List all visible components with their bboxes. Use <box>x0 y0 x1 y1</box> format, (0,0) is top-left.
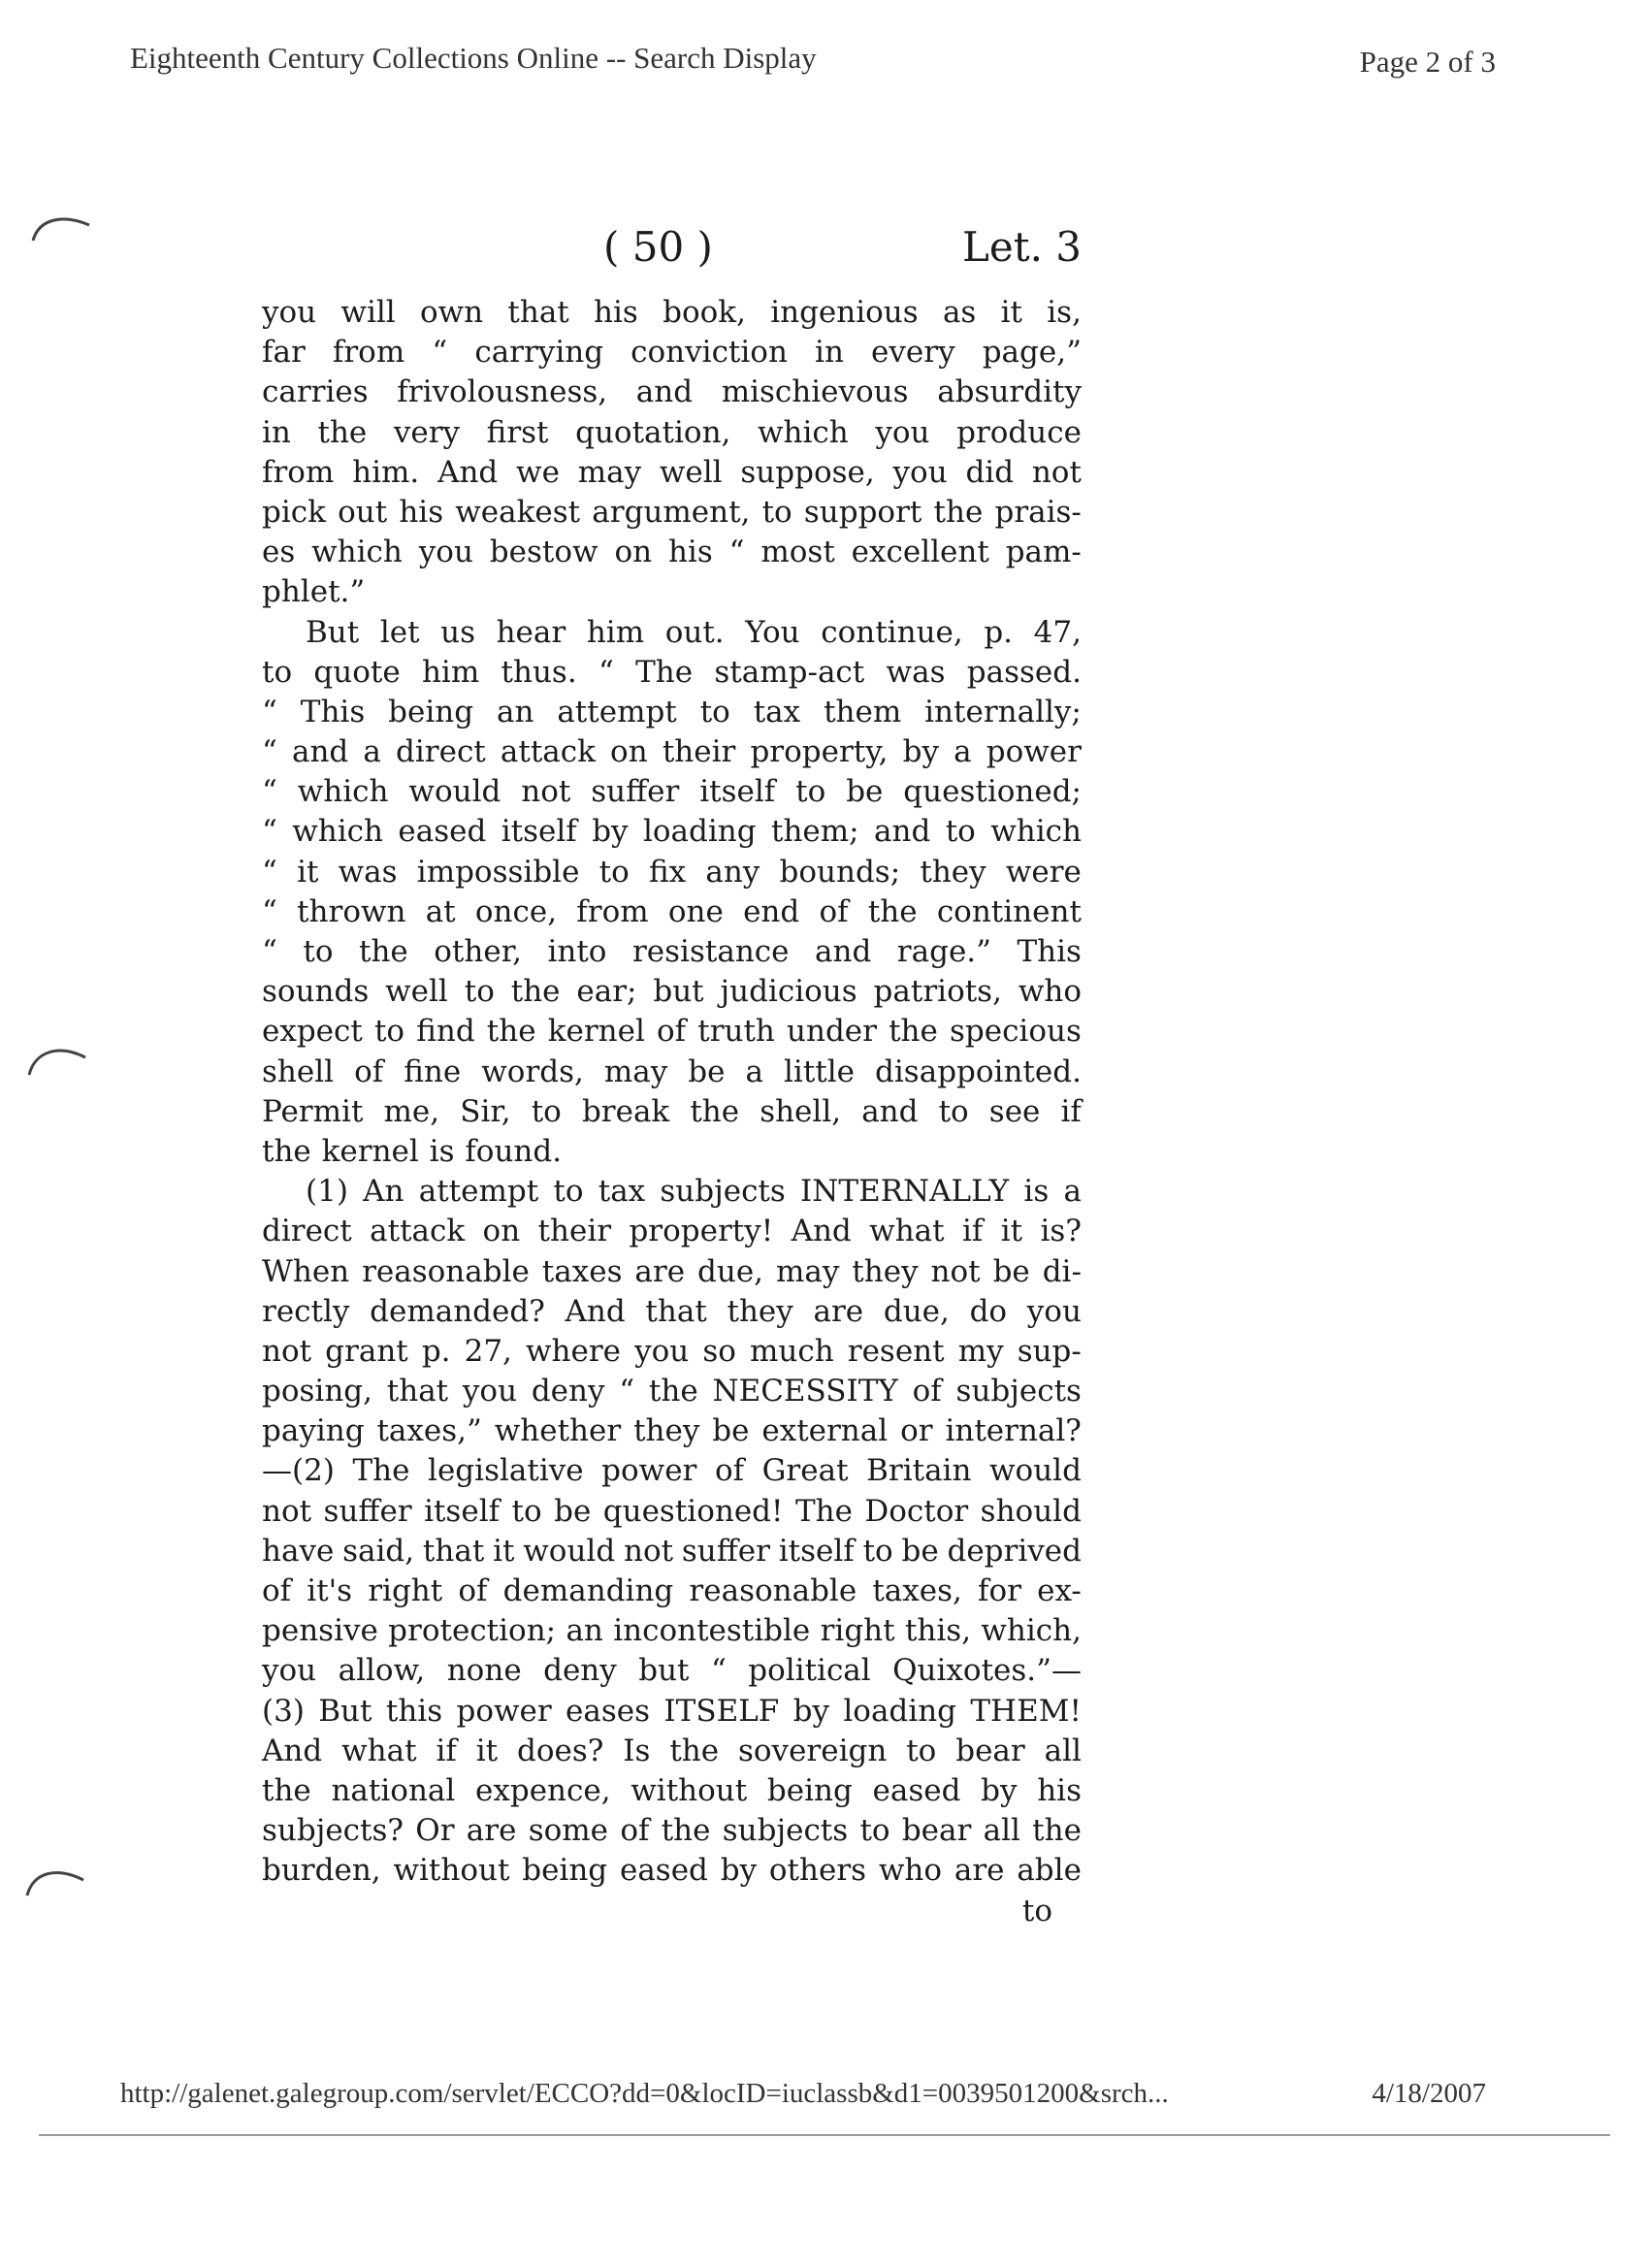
book-page-number: ( 50 ) <box>603 223 713 271</box>
source-url[interactable]: http://galenet.galegroup.com/servlet/ECCO?dd=0&locID=iuclassb&d1=0039501200&srch... <box>120 2078 1169 2109</box>
text-line: the kernel is found. <box>262 1133 563 1169</box>
text-line: far from “ carrying conviction in every page,” <box>262 335 1082 371</box>
text-line: (1) An attempt to tax subjects INTERNALLY is a <box>306 1174 1082 1210</box>
page-header <box>262 223 1082 293</box>
book-text <box>262 293 1082 1892</box>
text-line: (3) But this power eases ITSELF by loading THEM! <box>262 1693 1082 1729</box>
text-line: rectly demanded? And that they are due, do you <box>262 1293 1082 1329</box>
text-line: the national expence, without being eased by his <box>262 1772 1082 1808</box>
text-line: “ and a direct attack on their property, by a power <box>262 734 1082 770</box>
text-line: you will own that his book, ingenious as it is, <box>262 295 1082 330</box>
text-line: But let us hear him out. You continue, p. 47, <box>306 614 1082 650</box>
page-indicator: Page 2 of 3 <box>1359 45 1496 79</box>
binding-mark-bottom <box>23 1859 91 1901</box>
binding-mark-middle <box>25 1038 93 1081</box>
text-line: Permit me, Sir, to break the shell, and to see if <box>262 1093 1082 1129</box>
text-line: “ This being an attempt to tax them internally; <box>262 694 1082 729</box>
text-line: “ which would not suffer itself to be questioned; <box>262 774 1082 810</box>
text-line: in the very first quotation, which you produce <box>262 414 1082 450</box>
text-line: you allow, none deny but “ political Quixotes.”— <box>262 1653 1082 1689</box>
catchword-text: to <box>1021 1893 1052 1928</box>
text-line: “ to the other, into resistance and rage.” This <box>262 934 1082 969</box>
text-line: es which you bestow on his “ most excellent pam- <box>262 535 1082 570</box>
text-line: to quote him thus. “ The stamp-act was passed. <box>262 654 1082 690</box>
text-line: phlet.” <box>262 574 366 610</box>
text-line: not grant p. 27, where you so much resent my sup- <box>262 1333 1082 1369</box>
text-line: “ thrown at once, from one end of the continent <box>262 893 1082 929</box>
text-line: —(2) The legislative power of Great Britain would <box>262 1453 1082 1489</box>
document-title: Eighteenth Century Collections Online -- Search Display <box>130 41 817 75</box>
text-line: have said, that it would not suffer itself to be deprived <box>262 1533 1082 1569</box>
text-line: burden, without being eased by others who are able <box>262 1853 1082 1889</box>
text-line: And what if it does? Is the sovereign to bear all <box>262 1733 1082 1768</box>
text-line: “ which eased itself by loading them; and to which <box>262 814 1082 850</box>
text-line: sounds well to the ear; but judicious patriots, who <box>262 974 1082 1010</box>
text-line: from him. And we may well suppose, you did not <box>262 454 1082 490</box>
catchword <box>262 1892 1082 1931</box>
text-line: “ it was impossible to fix any bounds; they were <box>262 854 1082 890</box>
text-line: carries frivolousness, and mischievous absurdity <box>262 374 1082 410</box>
footer-rule <box>39 2134 1610 2136</box>
text-line: subjects? Or are some of the subjects to bear all the <box>262 1813 1082 1849</box>
scanned-book-page <box>262 223 1082 1931</box>
binding-mark-top <box>29 208 97 246</box>
text-line: shell of fine words, may be a little disappointed. <box>262 1053 1082 1089</box>
text-line: pensive protection; an incontestible right this, which, <box>262 1613 1082 1649</box>
text-line: posing, that you deny “ the NECESSITY of subjects <box>262 1374 1082 1409</box>
text-line: expect to find the kernel of truth under the specious <box>262 1014 1082 1050</box>
text-line: not suffer itself to be questioned! The Doctor should <box>262 1493 1082 1529</box>
text-line: of it's right of demanding reasonable taxes, for ex- <box>262 1573 1082 1608</box>
running-head: Let. 3 <box>961 223 1082 271</box>
text-line: direct attack on their property! And what if it is? <box>262 1214 1082 1249</box>
text-line: paying taxes,” whether they be external or internal? <box>262 1413 1082 1449</box>
text-line: pick out his weakest argument, to support the prais- <box>262 494 1082 530</box>
text-line: When reasonable taxes are due, may they not be di- <box>262 1253 1082 1289</box>
print-date: 4/18/2007 <box>1372 2078 1486 2109</box>
